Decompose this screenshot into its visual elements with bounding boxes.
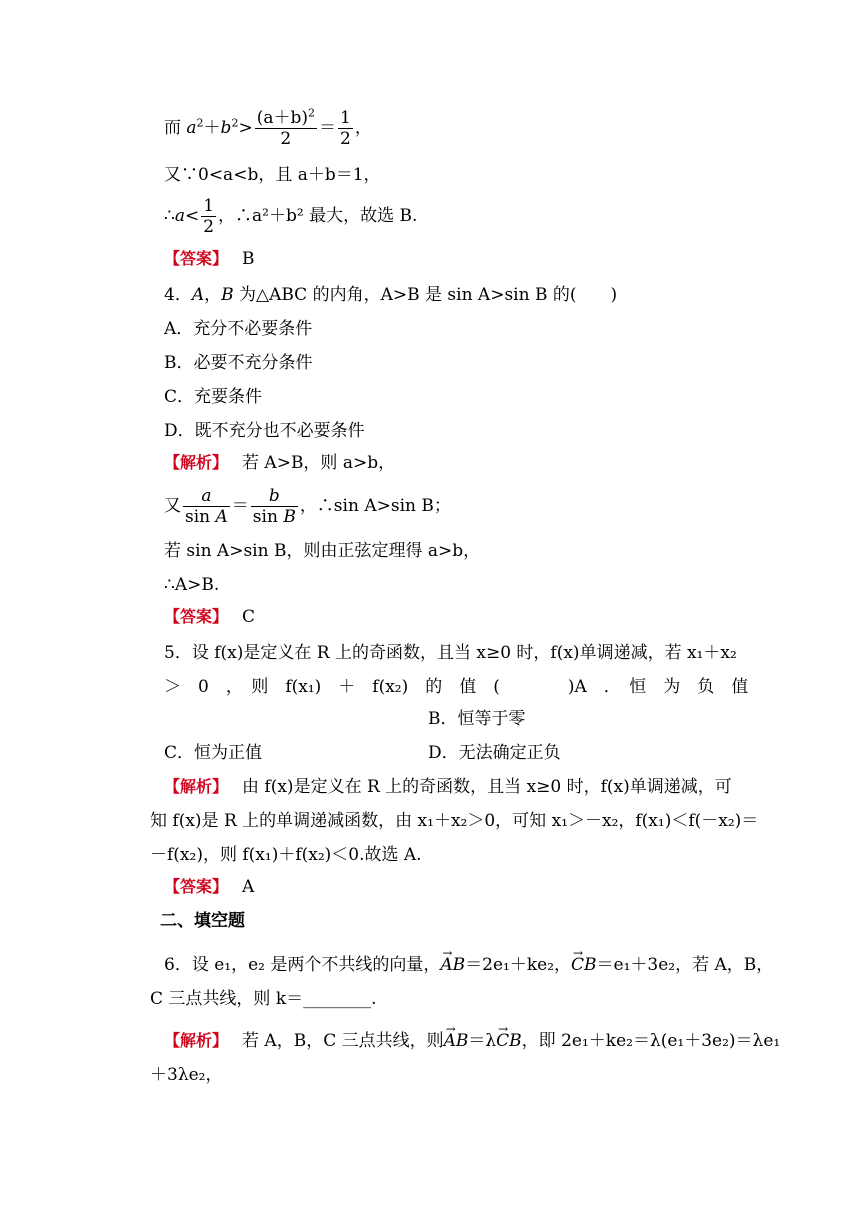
q5-analysis-3: －f(x₂)，则 f(x₁)＋f(x₂)＜0.故选 A.	[150, 845, 422, 865]
text-er: 而	[164, 118, 181, 138]
q5-analysis-2: 知 f(x)是 R 上的单调递减函数，由 x₁＋x₂＞0，可知 x₁＞－x₂，f(x₁)＜f(－x₂)＝	[150, 811, 759, 831]
q5-option-c: C．恒为正值	[164, 743, 263, 763]
fraction-half: $\frac{1}{2}$	[339, 108, 351, 149]
fraction-half-2: $\frac{1}{2}$	[203, 196, 215, 237]
answer-q4: 【答案】 C	[164, 607, 256, 627]
vector-cb: → CB	[571, 954, 597, 976]
vector-ab: → AB	[440, 954, 465, 976]
q5-option-b: B．恒等于零	[428, 709, 526, 729]
section-title-fill-blank: 二、填空题	[160, 911, 245, 931]
line-given: 又∵0<a<b，且 a＋b＝1，	[164, 165, 381, 185]
q4-option-a: A．充分不必要条件	[164, 319, 313, 339]
q4-analysis-4: ∴A>B.	[164, 575, 220, 595]
q6-stem-1: 6．设 e₁，e₂ 是两个不共线的向量，→ AB＝2e₁＋ke₂，→ CB＝e₁＋3e₂，若 A，B，	[164, 954, 773, 976]
q6-stem-2: C 三点共线，则 k＝________.	[150, 989, 377, 1009]
line-conclusion: ∴a< $\frac{1}{2}$ ，∴a²＋b² 最大，故选 B.	[164, 196, 418, 237]
q4-option-d: D．既不充分也不必要条件	[164, 421, 365, 441]
q4-option-b: B．必要不充分条件	[164, 353, 313, 373]
fraction-square: $\frac{(a+b)^2}{2}$	[256, 106, 315, 149]
q5-option-d: D．无法确定正负	[428, 743, 561, 763]
q4-analysis-1: 【解析】 若 A>B，则 a>b，	[164, 453, 396, 473]
q4-analysis-2: 又 $\frac{a}{\text{sin A}}$ ＝ $\frac{b}{\text{sin B}}$ ，∴sin A>sin B；	[164, 486, 451, 527]
line-inequality: 而 $a^2+b^2>$ $\frac{(a+b)^2}{2}$ ＝ $\frac{1}{2}$ ，	[164, 106, 372, 149]
q4-option-c: C．充要条件	[164, 387, 263, 407]
q5-stem-2: ＞ 0 ， 则 f(x₁) ＋ f(x₂) 的 值 ( )A ． 恒 为 负 值	[164, 677, 749, 697]
q5-stem-1: 5．设 f(x)是定义在 R 上的奇函数，且当 x≥0 时，f(x)单调递减，若 x₁＋x₂	[164, 643, 737, 663]
answer-q3: 【答案】 B	[164, 249, 255, 269]
q4-stem: 4．A，B 为△ABC 的内角，A>B 是 sin A>sin B 的( )	[164, 285, 618, 305]
q5-analysis-1: 【解析】 由 f(x)是定义在 R 上的奇函数，且当 x≥0 时，f(x)单调递减，可	[164, 777, 732, 797]
q6-analysis-1: 【解析】 若 A，B，C 三点共线，则→ AB＝λ→ CB，即 2e₁＋ke₂＝λ(e₁＋3e₂)＝λe₁	[164, 1030, 780, 1052]
answer-q5: 【答案】 A	[164, 877, 255, 897]
q6-analysis-2: ＋3λe₂，	[150, 1065, 223, 1085]
expr-a2b2: a	[186, 118, 197, 138]
q4-analysis-3: 若 sin A>sin B，则由正弦定理得 a>b，	[164, 541, 481, 561]
